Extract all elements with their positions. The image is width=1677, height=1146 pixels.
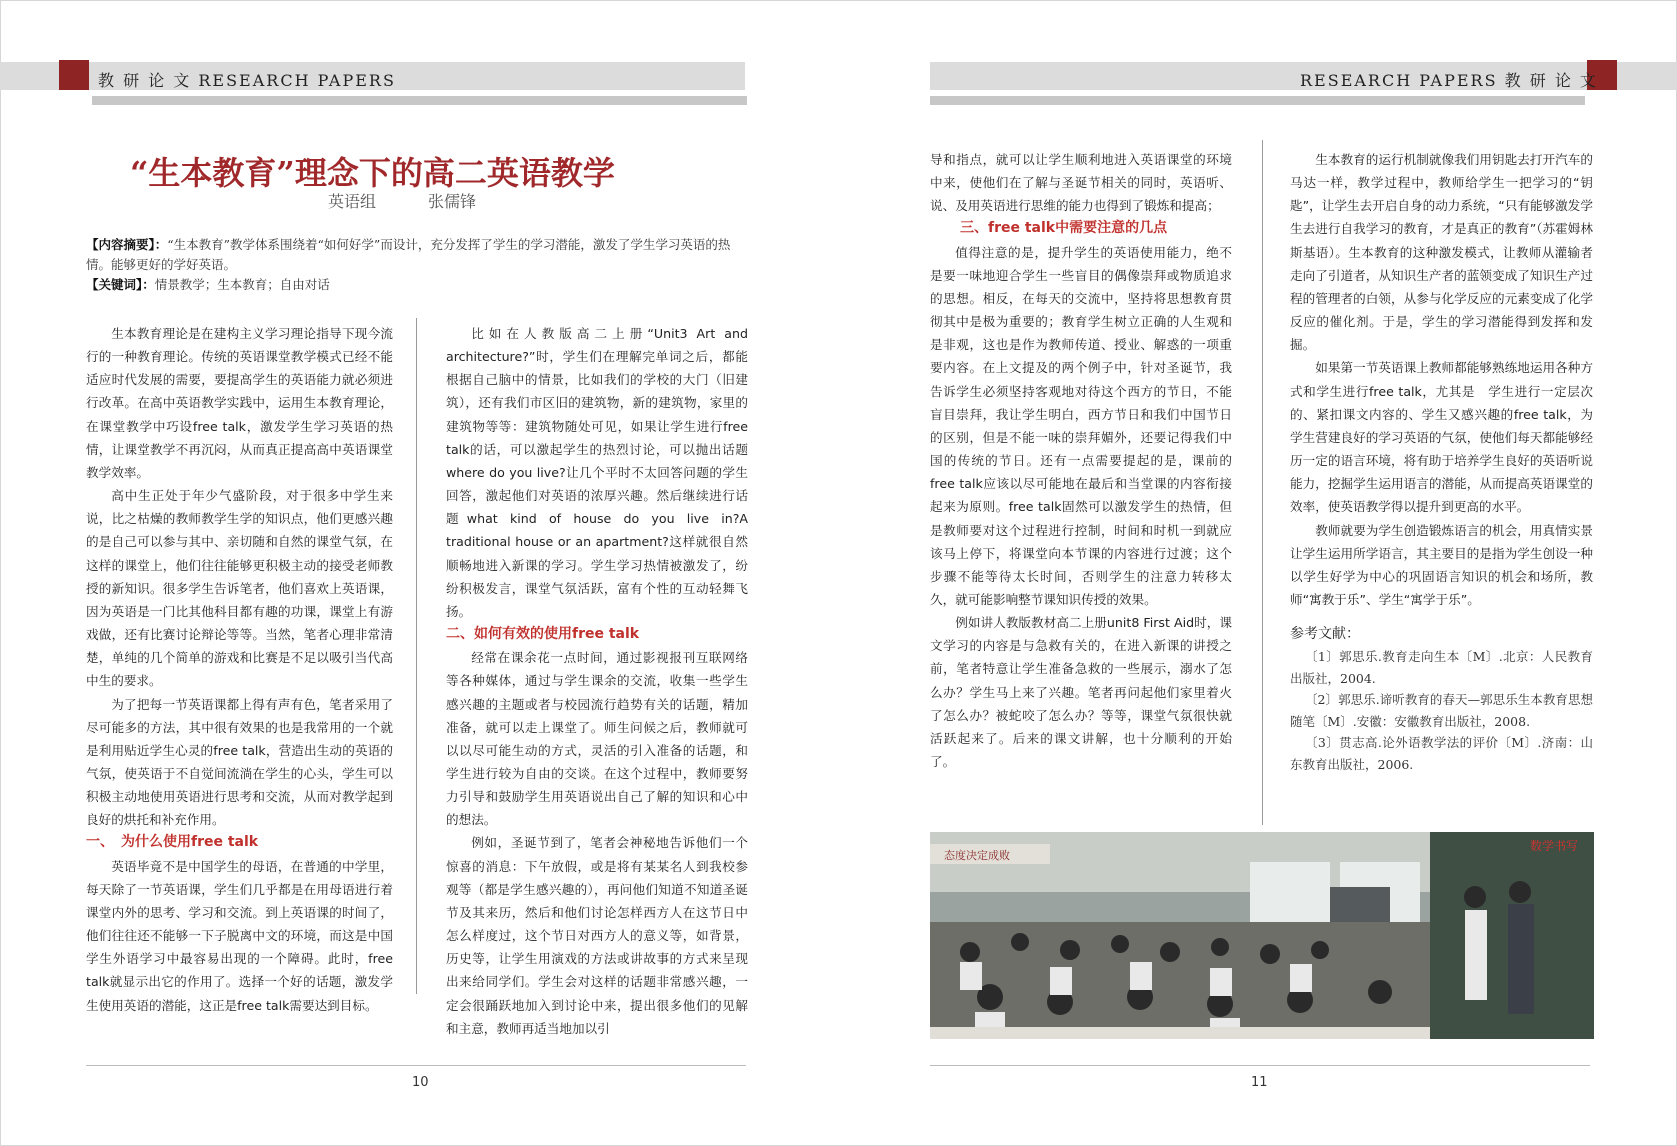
author-name: 张儒锋 [428,192,477,211]
classroom-photo [930,832,1594,1039]
paragraph: 导和指点，就可以让学生顺利地进入英语课堂的环境中来，使他们在了解与圣诞节相关的同时，英语听、说、及用英语进行思维的能力也得到了锻炼和提高； [930,152,1232,214]
header-section-cn-right: 教 研 论 文 [1504,71,1598,90]
classroom-photo-illustration [930,832,1594,1039]
references-list [1290,646,1593,775]
paragraph: 英语毕竟不是中国学生的母语，在普通的中学里，每天除了一节英语课，学生们几乎都是在用母语进行着课堂内外的思考、学习和交流。到上英语课的时间了，他们往往还不能够一下子脱离中文的环境，而这是中国学生外语学习中最容易出现的一个障碍。此时，free talk就显示出它的作用了。选择一个好的话题，激发学生使用英语的潜能，这正是free talk需要达到目标。 [86,858,393,1013]
references-title: 参考文献： [1290,626,1360,643]
page-number-left: 10 [412,1075,429,1090]
footer-rule-right [930,1065,1590,1066]
paragraph: 高中生正处于年少气盛阶段，对于很多中学生来说，比之枯燥的教师教学生学的知识点，他们更感兴趣的是自己可以参与其中、亲切随和自然的课堂气氛，在这样的课堂上，他们往往能够更积极主动的接受老师教授的新知识。很多学生告诉笔者，他们喜欢上英语课，因为英语是一门比其他科目都有趣的功课，课堂上有游戏做，还有比赛讨论辩论等等。当然，笔者心理非常清楚，单纯的几个简单的游戏和比赛是不足以吸引当代高中生的要求。 [86,488,393,689]
header-left [98,68,396,91]
keywords-label: 【关键词】： [86,277,155,292]
header-section-en-right: RESEARCH PAPERS [1300,71,1498,90]
abstract-label: 【内容摘要】： [86,237,168,252]
paragraph: 教师就要为学生创造锻炼语言的机会，用真情实景让学生运用所学语言，其主要目的是指为学生创设一种以学生好学为中心的巩固语言知识的机会和场所，教师“寓教于乐”、学生“寓学于乐”。 [1290,522,1593,607]
section-heading-2: 二、如何有效的使用free talk [446,626,640,643]
paragraph: 例如，圣诞节到了，笔者会神秘地告诉他们一个惊喜的消息：下午放假，或是将有某某名人到我校参观等（都是学生感兴趣的），再问他们知道不知道圣诞节及其来历，然后和他们讨论怎样西方人在这节日中怎么样度过，这个节日对西方人的意义等，如背景，历史等，让学生用演戏的方法或讲故事的方式来呈现出来给同学们。学生会对这样的话题非常感兴趣，一定会很踊跃地加入到讨论中来，提出很多他们的见解和主意，教师再适当地加以引 [446,835,748,1036]
column-divider-right [1262,140,1263,825]
footer-rule-left [86,1065,746,1066]
article-title: “生本教育”理念下的高二英语教学 [130,154,615,192]
abstract-block [86,235,746,295]
header-section-cn: 教 研 论 文 [98,71,192,90]
reference-item: 〔2〕郭思乐.谛听教育的春天—郭思乐生本教育思想随笔〔M〕.安徽：安徽教育出版社，2008. [1290,692,1593,729]
header-right [1300,68,1598,91]
header-section-en: RESEARCH PAPERS [198,71,396,90]
abstract [86,235,746,275]
column-divider [416,318,417,994]
header-rule-left [92,96,747,105]
column-1 [86,322,393,1017]
keywords-text: 情景教学；生本教育；自由对话 [154,277,330,292]
column-2 [446,322,748,1040]
abstract-text: “生本教育”教学体系围绕着“如何好学”而设计，充分发挥了学生的学习潜能，激发了学生学习英语的热情。能够更好的学好英语。 [86,237,731,272]
page-number-right: 11 [1251,1075,1268,1090]
paragraph: 比如在人教版高二上册“Unit3 Art and architecture?”时，学生们在理解完单词之后，都能根据自己脑中的情景，比如我们的学校的大门（旧建筑），还有我们市区旧的建筑物，新的建筑物，家里的建筑物等等：建筑物随处可见，如果让学生进行free talk的话，可以激起学生的热烈讨论，可以抛出话题where do you live?让几个平时不太回答问题的学生回答，激起他们对英语的浓厚兴趣。然后继续进行话题what kind of house do you live in?A traditional house or an apartment?这样就很自然顺畅地进入新课的学习。学生学习热情被激发了，纷纷积极发言，课堂气氛活跃，富有个性的互动轻舞飞扬。 [446,326,748,619]
reference-item: 〔1〕郭思乐.教育走向生本〔M〕.北京：人民教育出版社，2004. [1290,649,1593,686]
keywords [86,275,746,295]
paragraph: 值得注意的是，提升学生的英语使用能力，绝不是要一味地迎合学生一些盲目的偶像崇拜或物质追求的思想。相反，在每天的交流中，坚持将思想教育贯彻其中是极为重要的；教育学生树立正确的人生观和是非观，这也是作为教师传道、授业、解惑的一项重要内容。在上文提及的两个例子中，针对圣诞节，我告诉学生必须坚持客观地对待这个西方的节日，不能盲目崇拜，我让学生明白，西方节日和我们中国节日的区别，但是不能一味的崇拜媚外，还要记得我们中国的传统的节日。还有一点需要提起的是，课前的 free talk应该以尽可能地在最后和当堂课的内容衔接起来为原则。free talk固然可以激发学生的热情，但是教师要对这个过程进行控制，时间和时机一到就应该马上停下，将课堂向本节课的内容进行过渡；这个步骤不能等待太长时间，否则学生的注意力转移太久，就可能影响整节课知识传授的效果。 [930,244,1245,607]
header-red-block-left [59,60,89,90]
reference-item: 〔3〕贯志高.论外语教学法的评价〔M〕.济南：山东教育出版社，2006. [1290,735,1593,772]
photo-board-text: 数学书写 [1530,839,1579,853]
photo-banner-text: 态度决定成败 [944,849,1010,862]
paragraph: 生本教育理论是在建构主义学习理论指导下现今流行的一种教育理论。传统的英语课堂教学模式已经不能适应时代发展的需要，要提高学生的英语能力就必须进行改革。在高中英语教学实践中，运用生本教育理论，在课堂教学中巧设free talk，激发学生学习英语的热情，让课堂教学不再沉闷，从而真正提高高中英语课堂教学效率。 [86,326,393,480]
column-3 [930,148,1245,773]
author-group: 英语组 [328,192,377,211]
paragraph: 例如讲人教版教材高二上册unit8 First Aid时，课文学习的内容是与急救有关的，在进入新课的讲授之前，笔者特意让学生准备急救的一些展示，溺水了怎么办？学生马上来了兴趣。笔者再问起他们家里着火了怎么办？被蛇咬了怎么办？等等，课堂气氛很快就活跃起来了。后来的课文讲解，也十分顺利的开始了。 [930,615,1232,770]
paragraph: 生本教育的运行机制就像我们用钥匙去打开汽车的马达一样，教学过程中，教师给学生一把学习的“钥匙”，让学生去开启自身的动力系统，“只有能够激发学生去进行自我学习的教育，才是真正的教育”（苏霍姆林斯基语）。生本教育的这种激发模式，让教师从灌输者走向了引道者，从知识生产者的蓝领变成了知识生产过程的管理者的白领，从参与化学反应的元素变成了化学反应的催化剂。于是，学生的学习潜能得到发挥和发掘。 [1290,152,1593,353]
paragraph: 如果第一节英语课上教师都能够熟练地运用各种方式和学生进行free talk，尤其是 学生进行一定层次的、紧扣课文内容的、学生又感兴趣的free talk，为学生营建良好的学习英语的气氛，使他们每天都能够经历一定的语言环境，将有助于培养学生良好的英语听说能力，挖掘学生运用语言的潜能，从而提高英语课堂的效率，使英语教学得以提升到更高的水平。 [1290,360,1593,515]
section-heading-3: 三、free talk中需要注意的几点 [960,220,1168,237]
paragraph: 经常在课余花一点时间，通过影视报刊互联网络等各种媒体，通过与学生课余的交流，收集一些学生感兴趣的主题或者与校园流行趋势有关的话题，精加准备，就可以走上课堂了。师生问候之后，教师就可以以尽可能生动的方式，灵活的引入准备的话题，和学生进行较为自由的交谈。在这个过程中，教师要努力引导和鼓励学生用英语说出自己了解的知识和心中的想法。 [446,650,748,828]
paragraph: 为了把每一节英语课都上得有声有色，笔者采用了尽可能多的方法，其中很有效果的也是我常用的一个就是利用贴近学生心灵的free talk，营造出生动的英语的气氛，使英语于不自觉间流淌在学生的心头，学生可以积极主动地使用英语进行思考和交流，从而对教学起到良好的烘托和补充作用。 [86,696,393,828]
section-heading-1: 一、 为什么使用free talk [86,834,259,851]
column-4 [1290,148,1593,775]
header-rule-right [930,96,1585,105]
